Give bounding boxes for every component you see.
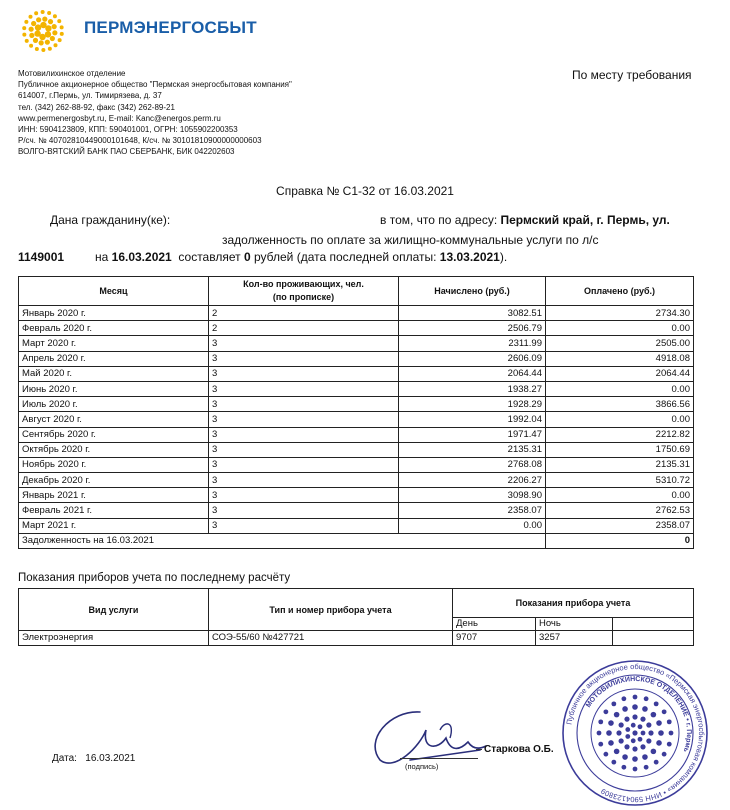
cell-residents: 3 bbox=[209, 488, 399, 503]
cell-paid: 0.00 bbox=[546, 412, 694, 427]
address-line bbox=[380, 213, 670, 227]
total-value: 0 bbox=[546, 533, 694, 548]
meters-table bbox=[18, 588, 694, 646]
cell-residents: 3 bbox=[209, 351, 399, 366]
account-number: 1149001 bbox=[18, 250, 65, 264]
cell-residents: 3 bbox=[209, 457, 399, 472]
debt-date: 16.03.2021 bbox=[111, 250, 172, 264]
stamp-seal-icon bbox=[555, 658, 715, 808]
table-header-row bbox=[19, 277, 694, 306]
header-month: Месяц bbox=[19, 277, 209, 306]
cell-month: Апрель 2020 г. bbox=[19, 351, 209, 366]
cell-residents: 3 bbox=[209, 518, 399, 533]
total-label: Задолженность на 16.03.2021 bbox=[19, 533, 546, 548]
cell-paid: 3866.56 bbox=[546, 397, 694, 412]
meters-header-row bbox=[19, 589, 694, 618]
cell-paid: 2135.31 bbox=[546, 457, 694, 472]
cell-charged: 2064.44 bbox=[399, 366, 546, 381]
header-night: Ночь bbox=[536, 618, 613, 631]
cell-residents: 3 bbox=[209, 442, 399, 457]
cell-month: Февраль 2020 г. bbox=[19, 321, 209, 336]
cell-charged: 2506.79 bbox=[399, 321, 546, 336]
table-row bbox=[19, 518, 694, 533]
cell-paid: 1750.69 bbox=[546, 442, 694, 457]
table-row bbox=[19, 412, 694, 427]
cell-charged: 2768.08 bbox=[399, 457, 546, 472]
meter-row bbox=[19, 631, 694, 646]
total-row bbox=[19, 533, 694, 548]
company-requisites: ИНН: 5904123809, КПП: 590401001, ОГРН: 1055902200353 bbox=[18, 125, 238, 135]
signature-line bbox=[400, 758, 478, 759]
address-value: Пермский край, г. Пермь, ул. bbox=[500, 213, 670, 227]
debt-text: задолженность по оплате за жилищно-коммунальные услуги по л/с bbox=[222, 233, 599, 247]
cell-paid: 2734.30 bbox=[546, 306, 694, 321]
destination: По месту требования bbox=[572, 68, 692, 82]
header-day: День bbox=[453, 618, 536, 631]
svg-text:МОТОВИЛИХИНСКОЕ ОТДЕЛЕНИЕ • г.: МОТОВИЛИХИНСКОЕ ОТДЕЛЕНИЕ • г. Пермь bbox=[585, 675, 693, 753]
meters-title: Показания приборов учета по последнему расчёту bbox=[18, 572, 291, 584]
table-row bbox=[19, 427, 694, 442]
date-value: 16.03.2021 bbox=[85, 753, 136, 764]
cell-charged: 1992.04 bbox=[399, 412, 546, 427]
table-row bbox=[19, 306, 694, 321]
header-paid: Оплачено (руб.) bbox=[546, 277, 694, 306]
cell-month: Август 2020 г. bbox=[19, 412, 209, 427]
given-to-label: Дана гражданину(ке): bbox=[50, 213, 171, 227]
cell-residents: 3 bbox=[209, 503, 399, 518]
debt-amount: 0 bbox=[243, 250, 251, 264]
cell-month: Март 2020 г. bbox=[19, 336, 209, 351]
cell-paid: 2762.53 bbox=[546, 503, 694, 518]
header-readings: Показания прибора учета bbox=[453, 589, 694, 618]
meter-service: Электроэнергия bbox=[19, 631, 209, 646]
date-line: Дата: 16.03.2021 bbox=[52, 753, 136, 764]
cell-month: Январь 2021 г. bbox=[19, 488, 209, 503]
table-row bbox=[19, 442, 694, 457]
cell-charged: 2358.07 bbox=[399, 503, 546, 518]
cell-paid: 5310.72 bbox=[546, 473, 694, 488]
cell-paid: 2064.44 bbox=[546, 366, 694, 381]
cell-paid: 2505.00 bbox=[546, 336, 694, 351]
signer-name: Старкова О.Б. bbox=[484, 744, 554, 755]
cell-charged: 2606.09 bbox=[399, 351, 546, 366]
header-residents: Кол-во проживающих, чел. (по прописке) bbox=[209, 277, 399, 306]
cell-paid: 0.00 bbox=[546, 381, 694, 396]
debt-statement: на 16.03.2021 составляет 0 рублей (дата последней оплаты: 13.03.2021). bbox=[95, 250, 508, 264]
cell-month: Июль 2020 г. bbox=[19, 397, 209, 412]
cell-charged: 1928.29 bbox=[399, 397, 546, 412]
payments-table bbox=[18, 276, 694, 549]
cell-paid: 2358.07 bbox=[546, 518, 694, 533]
cell-residents: 3 bbox=[209, 366, 399, 381]
table-row bbox=[19, 488, 694, 503]
company-accounts: Р/сч. № 40702810449000101648, К/сч. № 30101810900000000603 bbox=[18, 136, 262, 146]
cell-charged: 3098.90 bbox=[399, 488, 546, 503]
department: Мотовилихинское отделение bbox=[18, 69, 126, 78]
company-address: 614007, г.Пермь, ул. Тимирязева, д. 37 bbox=[18, 91, 162, 101]
cell-residents: 3 bbox=[209, 473, 399, 488]
table-row bbox=[19, 381, 694, 396]
cell-residents: 3 bbox=[209, 427, 399, 442]
cell-residents: 2 bbox=[209, 306, 399, 321]
last-payment-date: 13.03.2021 bbox=[439, 250, 500, 264]
header-charged: Начислено (руб.) bbox=[399, 277, 546, 306]
meter-day: 9707 bbox=[453, 631, 536, 646]
cell-month: Июнь 2020 г. bbox=[19, 381, 209, 396]
table-row bbox=[19, 457, 694, 472]
cell-paid: 4918.08 bbox=[546, 351, 694, 366]
company-name: Публичное акционерное общество "Пермская энергосбытовая компания" bbox=[18, 80, 292, 90]
svg-text:Публичное акционерное общество: Публичное акционерное общество «Пермская энергосбытовая компания» • ИНН 5904123809 bbox=[564, 661, 707, 805]
signature-dash bbox=[476, 749, 482, 750]
table-row bbox=[19, 351, 694, 366]
cell-charged: 1938.27 bbox=[399, 381, 546, 396]
cell-paid: 2212.82 bbox=[546, 427, 694, 442]
cell-residents: 2 bbox=[209, 321, 399, 336]
company-info bbox=[18, 68, 292, 158]
company-web[interactable]: www.permenergosbyt.ru, E-mail: Kanc@energos.perm.ru bbox=[18, 113, 221, 123]
cell-charged: 2135.31 bbox=[399, 442, 546, 457]
cell-paid: 0.00 bbox=[546, 488, 694, 503]
cell-month: Сентябрь 2020 г. bbox=[19, 427, 209, 442]
meter-type: СОЭ-55/60 №427721 bbox=[209, 631, 453, 646]
signature-caption: (подпись) bbox=[405, 762, 439, 771]
header-service: Вид услуги bbox=[19, 589, 209, 631]
company-phones: тел. (342) 262-88-92, факс (342) 262-89-21 bbox=[18, 102, 175, 112]
cell-residents: 3 bbox=[209, 381, 399, 396]
cell-month: Ноябрь 2020 г. bbox=[19, 457, 209, 472]
cell-month: Март 2021 г. bbox=[19, 518, 209, 533]
table-row bbox=[19, 473, 694, 488]
address-prefix: в том, что по адресу: bbox=[380, 213, 498, 227]
cell-paid: 0.00 bbox=[546, 321, 694, 336]
meter-night: 3257 bbox=[536, 631, 613, 646]
cell-residents: 3 bbox=[209, 397, 399, 412]
cell-charged: 1971.47 bbox=[399, 427, 546, 442]
cell-charged: 2206.27 bbox=[399, 473, 546, 488]
table-row bbox=[19, 366, 694, 381]
cell-month: Февраль 2021 г. bbox=[19, 503, 209, 518]
cell-charged: 2311.99 bbox=[399, 336, 546, 351]
table-row bbox=[19, 336, 694, 351]
cell-month: Декабрь 2020 г. bbox=[19, 473, 209, 488]
company-bank: ВОЛГО-ВЯТСКИЙ БАНК ПАО СБЕРБАНК, БИК 042202603 bbox=[18, 147, 235, 157]
cell-charged: 3082.51 bbox=[399, 306, 546, 321]
cell-residents: 3 bbox=[209, 336, 399, 351]
cell-month: Май 2020 г. bbox=[19, 366, 209, 381]
document-title: Справка № С1-32 от 16.03.2021 bbox=[276, 184, 454, 198]
company-logo-icon bbox=[14, 6, 72, 56]
cell-charged: 0.00 bbox=[399, 518, 546, 533]
table-row bbox=[19, 503, 694, 518]
cell-month: Январь 2020 г. bbox=[19, 306, 209, 321]
company-brand: ПЕРМЭНЕРГОСБЫТ bbox=[84, 18, 257, 37]
header-meter: Тип и номер прибора учета bbox=[209, 589, 453, 631]
cell-month: Октябрь 2020 г. bbox=[19, 442, 209, 457]
cell-residents: 3 bbox=[209, 412, 399, 427]
table-row bbox=[19, 397, 694, 412]
table-row bbox=[19, 321, 694, 336]
